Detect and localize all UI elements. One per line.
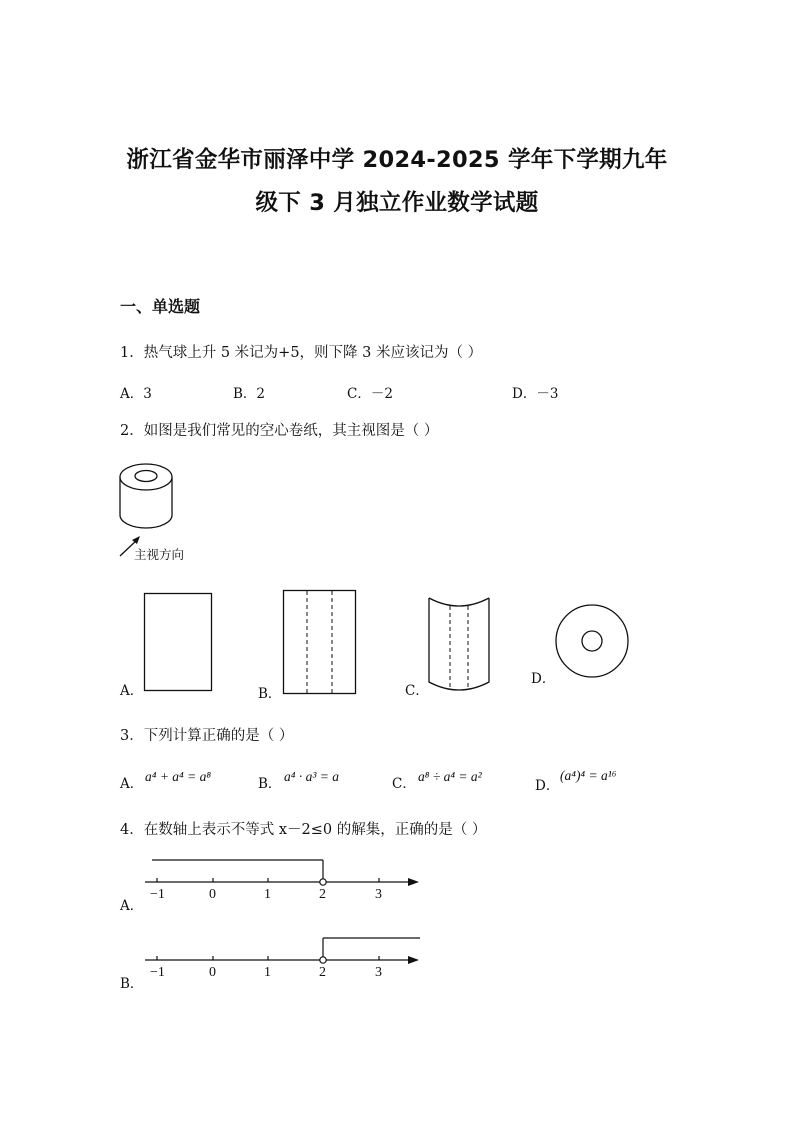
tick-label-minus1-b: −1 [150, 965, 165, 980]
view-direction-label: 主视方向 [134, 547, 185, 562]
question-1-option-c[interactable]: C．－2 [347, 386, 393, 402]
question-3-option-b-expr: a⁴ · a³ = a [284, 769, 339, 784]
question-3-option-c-expr: a⁸ ÷ a⁴ = a² [418, 769, 482, 784]
question-2-stem: 2．如图是我们常见的空心卷纸，其主视图是（ ） [120, 423, 439, 439]
tick-label-3: 3 [375, 887, 382, 902]
question-2-option-c[interactable]: C． [405, 683, 429, 699]
tick-label-1-b: 1 [264, 965, 271, 980]
question-1-option-b[interactable]: B．2 [233, 386, 266, 402]
question-3-option-d[interactable]: D． [535, 778, 560, 794]
question-2-option-d[interactable]: D． [531, 671, 556, 687]
question-1-option-d[interactable]: D．－3 [512, 386, 559, 402]
option-b-dashed-rectangle-icon [283, 590, 358, 696]
tick-label-3-b: 3 [375, 965, 382, 980]
question-4-option-a[interactable]: A． [120, 898, 144, 914]
page-title-line1: 浙江省金华市丽泽中学 2024-2025 学年下学期九年 [126, 147, 668, 173]
question-2-option-b[interactable]: B． [258, 686, 282, 702]
page-title-line2: 级下 3 月独立作业数学试题 [255, 190, 539, 216]
option-d-ring-icon [555, 604, 631, 680]
tick-label-0-b: 0 [209, 965, 216, 980]
number-line-b [140, 933, 425, 983]
tick-label-2-b: 2 [319, 965, 326, 980]
question-3-stem: 3．下列计算正确的是（ ） [120, 728, 294, 744]
question-1-option-a[interactable]: A．3 [120, 386, 152, 402]
question-1-stem: 1．热气球上升 5 米记为+5，则下降 3 米应该记为（ ） [120, 345, 483, 361]
section-heading: 一、单选题 [120, 297, 201, 316]
tick-label-1: 1 [264, 887, 271, 902]
tick-label-2: 2 [319, 887, 326, 902]
question-2-option-a[interactable]: A． [120, 683, 144, 699]
question-3-option-c[interactable]: C． [392, 776, 416, 792]
number-line-a [140, 855, 425, 905]
question-3-option-b[interactable]: B． [258, 776, 282, 792]
question-3-option-d-expr: (a⁴)⁴ = a¹⁶ [560, 768, 617, 783]
question-4-option-b[interactable]: B． [120, 976, 144, 992]
question-4-stem: 4．在数轴上表示不等式 x－2≤0 的解集，正确的是（ ） [120, 822, 487, 838]
question-3-option-a[interactable]: A． [120, 776, 144, 792]
tick-label-0: 0 [209, 887, 216, 902]
option-c-cylinder-icon [428, 590, 492, 696]
option-a-rectangle-icon [144, 593, 214, 693]
question-3-option-a-expr: a⁴ + a⁴ = a⁸ [145, 769, 212, 784]
tick-label-minus1: −1 [150, 887, 165, 902]
